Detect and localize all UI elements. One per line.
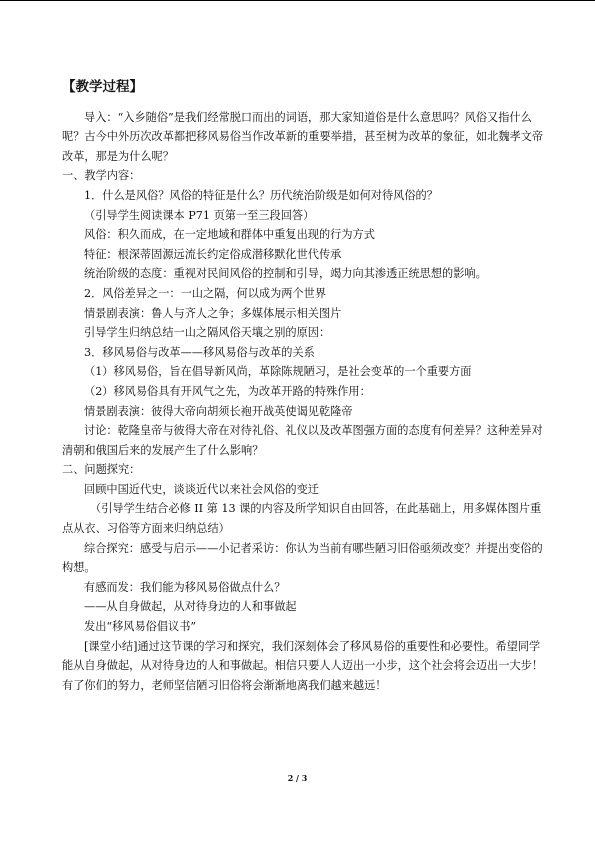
question-3: 3．移风易俗与改革——移风易俗与改革的关系 <box>84 345 315 359</box>
drama-2: 情景剧表演：彼得大帝向胡须长袍开战英使谒见乾隆帝 <box>84 404 353 418</box>
reflection-question: 有感而发：我们能为移风易俗做点什么？ <box>84 580 286 594</box>
guide-note-2: （引导学生结合必修 II 第 13 课的内容及所学知识自由回答，在此基础上，用多媒体图片重点从衣、习俗等方面来归纳总结） <box>62 502 542 536</box>
question-2: 2．风俗差异之一：一山之隔，何以成为两个世界 <box>84 286 327 300</box>
review-history: 回顾中国近代史，谈谈近代以来社会风俗的变迁 <box>84 482 319 496</box>
reflection-answer: ——从自身做起，从对待身边的人和事做起 <box>84 600 297 614</box>
proposal: 发出“移风易俗倡议书” <box>84 620 197 634</box>
guide-summary: 引导学生归纳总结一山之隔风俗天壤之别的原因： <box>84 326 331 340</box>
custom-features: 特征：根深蒂固源远流长约定俗成潜移默化世代传承 <box>84 247 342 261</box>
heading-problem-inquiry: 二、问题探究： <box>62 463 141 477</box>
heading-teaching-content: 一、教学内容： <box>62 169 141 183</box>
point-2: （2）移风易俗具有开风气之先，为改革开路的特殊作用： <box>84 384 371 398</box>
custom-definition: 风俗：积久而成，在一定地域和群体中重复出现的行为方式 <box>84 228 375 242</box>
point-1: （1）移风易俗，旨在倡导新风尚，革除陈规陋习，是社会变革的一个重要方面 <box>84 365 472 379</box>
discussion: 讨论：乾隆皇帝与彼得大帝在对待礼俗、礼仪以及改革图强方面的态度有何差异？这种差异对清朝和俄国后来的发展产生了什么影响？ <box>62 424 543 457</box>
top-border-line <box>0 0 595 1</box>
question-1: 1．什么是风俗？风俗的特征是什么？历代统治阶级是如何对待风俗的？ <box>84 188 438 202</box>
intro-paragraph: 导入：“入乡随俗”是我们经常脱口而出的词语，那大家知道俗是什么意思吗？风俗又指什么呢？古今中外历次改革都把移风易俗当作改革新的重要举措，甚至树为改革的象征，如北魏孝文帝改革，那是为什么呢？ <box>62 110 544 163</box>
page-number: 2 / 3 <box>287 773 308 783</box>
document-body <box>62 78 546 695</box>
class-summary: [课堂小结]通过这节课的学习和探究，我们深刻体会了移风易俗的重要性和必要性。希望同学能从自身做起，从对待身边的人和事做起。相信只要人人迈出一小步，这个社会将会迈出一大步！有了你们的努力，老师坚信陋习旧俗将会渐渐地离我们越来越远！ <box>62 639 544 692</box>
section-title: 【教学过程】 <box>62 79 143 95</box>
guide-note-1: （引导学生阅读课本 P71 页第一至三段回答） <box>84 208 315 222</box>
comprehensive-inquiry: 综合探究：感受与启示——小记者采访：你认为当前有哪些陋习旧俗亟须改变？并提出变俗的构想。 <box>62 541 543 575</box>
drama-1: 情景剧表演：鲁人与齐人之争；多媒体展示相关图片 <box>84 306 342 320</box>
ruler-attitude: 统治阶级的态度：重视对民间风俗的控制和引导，竭力向其渗透正统思想的影响。 <box>84 267 487 281</box>
